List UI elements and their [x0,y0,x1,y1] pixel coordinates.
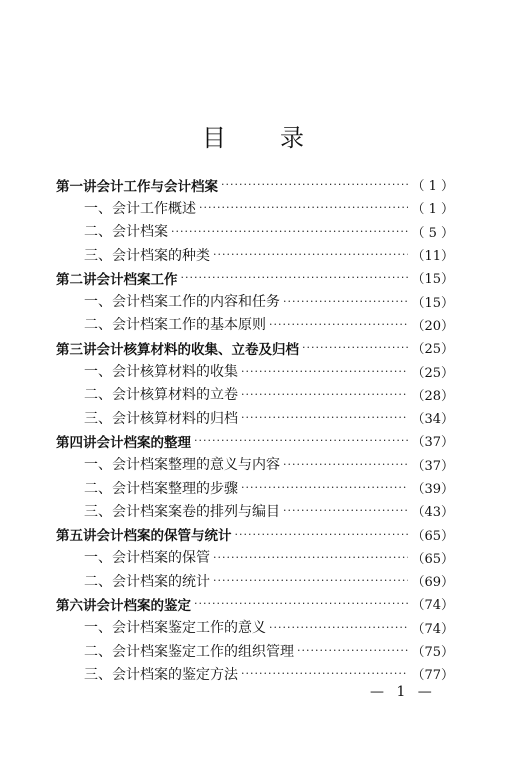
toc-lecture-entry [56,266,454,289]
page-ref: （39） [411,482,454,497]
page-ref: （77） [411,668,454,684]
page-ref: （37） [411,435,454,451]
toc-section-entry [56,453,454,476]
lecture-title: 会计档案的鉴定 [96,597,191,614]
lecture-number: 第六讲 [56,597,97,614]
dot-leader [213,574,408,587]
toc-section-entry [56,499,454,522]
dot-leader [181,271,409,284]
page-ref: （74） [411,598,454,614]
dot-leader [297,644,408,657]
toc-section-entry [56,289,454,312]
toc-section-entry [56,406,454,429]
page-ref: （15） [411,295,454,311]
section-title: 三、会计档案的种类 [84,247,210,264]
page-ref: （15） [411,272,454,288]
section-title: 一、会计档案整理的意义与内容 [84,457,280,474]
dot-leader [213,248,408,261]
page-ref: （75） [411,645,454,661]
dot-leader [241,481,408,494]
toc-section-entry [56,569,454,592]
lecture-number: 第二讲 [56,271,97,288]
dot-leader [194,434,408,447]
toc-section-entry [56,546,454,569]
dot-leader [241,667,408,680]
section-title: 二、会计档案工作的基本原则 [84,317,266,334]
page-ref: （28） [411,388,454,404]
section-title: 二、会计档案整理的步骤 [84,480,238,497]
page-ref: （ 1 ） [411,179,454,195]
page-number: — 1 — [370,684,436,700]
toc-section-entry [56,383,454,406]
dot-leader [283,458,408,471]
toc-section-entry [56,662,454,685]
toc-lecture-entry [56,336,454,359]
section-title: 三、会计档案案卷的排列与编目 [84,503,280,520]
lecture-number: 第五讲 [56,528,97,545]
section-title: 一、会计核算材料的收集 [84,364,238,381]
page-ref: （65） [411,551,454,567]
lecture-title: 会计档案工作 [96,271,178,288]
lecture-number: 第一讲 [56,178,97,195]
lecture-title: 会计档案的保管与统计 [96,528,232,545]
dot-leader [171,225,408,238]
toc-section-entry [56,359,454,382]
dot-leader [241,365,408,378]
dot-leader [235,528,409,541]
page-ref: （11） [411,249,454,265]
toc-lecture-entry [56,592,454,615]
section-title: 一、会计档案的保管 [84,550,210,567]
dot-leader [302,341,408,354]
page-title: 目录 [202,124,358,152]
page-ref: （ 5 ） [411,225,454,241]
page-ref: （37） [411,458,454,474]
lecture-number: 第三讲 [56,341,97,358]
dot-leader [241,388,408,401]
dot-leader [213,551,408,564]
toc-section-entry [56,616,454,639]
page-ref: （ 1 ） [411,202,454,218]
dot-leader [221,178,408,191]
dot-leader [194,597,408,610]
section-title: 一、会计档案工作的内容和任务 [84,294,280,311]
lecture-title: 会计档案的整理 [96,434,191,451]
toc-lecture-entry [56,522,454,545]
toc-section-entry [56,476,454,499]
dot-leader [283,295,408,308]
page-ref: （34） [411,412,454,428]
dot-leader [241,411,408,424]
table-of-contents [56,173,454,686]
dot-leader [199,201,408,214]
section-title: 二、会计档案的统计 [84,573,210,590]
toc-lecture-entry [56,173,454,196]
toc-section-entry [56,196,454,219]
page-ref: （25） [411,365,454,381]
section-title: 三、会计核算材料的归档 [84,410,238,427]
toc-section-entry [56,220,454,243]
section-title: 二、会计档案鉴定工作的组织管理 [84,643,294,660]
page-ref: （74） [411,621,454,637]
page-ref: （65） [411,528,454,544]
lecture-number: 第四讲 [56,434,97,451]
lecture-title: 会计核算材料的收集、立卷及归档 [96,341,299,358]
dot-leader [269,621,408,634]
page-ref: （20） [411,318,454,334]
toc-section-entry [56,243,454,266]
section-title: 一、会计档案鉴定工作的意义 [84,620,266,637]
lecture-title: 会计工作与会计档案 [96,178,218,195]
section-title: 二、会计核算材料的立卷 [84,387,238,404]
toc-section-entry [56,313,454,336]
section-title: 三、会计档案的鉴定方法 [84,666,238,683]
page-ref: （69） [411,575,454,591]
dot-leader [283,504,408,517]
dot-leader [269,318,408,331]
toc-section-entry [56,639,454,662]
section-title: 一、会计工作概述 [84,200,196,217]
page-ref: （43） [411,505,454,521]
page-ref: （25） [411,342,454,358]
toc-lecture-entry [56,429,454,452]
section-title: 二、会计档案 [84,224,168,241]
